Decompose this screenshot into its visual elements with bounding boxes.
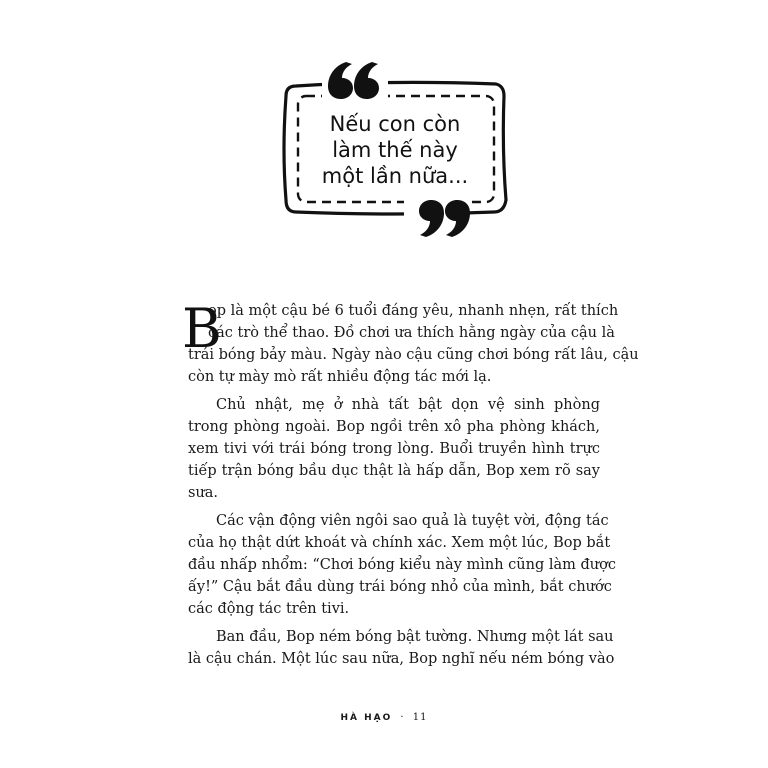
paragraph-4 xyxy=(188,626,615,670)
title-line: một lần nữa... xyxy=(321,164,469,188)
text-line: xem tivi với trái bóng trong lòng. Buổi truyền hình trực xyxy=(188,441,600,457)
text-line: của họ thật dứt khoát và chính xác. Xem một lúc, Bop bắt xyxy=(188,535,611,551)
chapter-title xyxy=(300,100,490,200)
text-line: các trò thể thao. Đồ chơi ưa thích hằng ngày của cậu là xyxy=(208,325,615,341)
footer-separator: · xyxy=(400,712,405,723)
text-line: Chủ nhật, mẹ ở nhà tất bật dọn vệ sinh phòng xyxy=(216,397,600,413)
drop-cap: B xyxy=(182,297,222,360)
text-line: trái bóng bảy màu. Ngày nào cậu cũng chơi bóng rất lâu, cậu xyxy=(188,347,639,363)
footer-author: HÀ HẠO xyxy=(340,713,393,723)
title-line: Nếu con còn xyxy=(329,112,461,136)
body-text xyxy=(182,297,639,676)
text-line: sưa. xyxy=(188,485,219,501)
text-line: đầu nhấp nhổm: “Chơi bóng kiểu này mình cũng làm được xyxy=(188,557,616,573)
text-line: trong phòng ngoài. Bop ngồi trên xô pha phòng khách, xyxy=(188,419,600,435)
paragraph-3 xyxy=(188,510,616,620)
text-line: ấy!” Cậu bắt đầu dùng trái bóng nhỏ của mình, bắt chước xyxy=(188,579,612,595)
text-line: Ban đầu, Bop ném bóng bật tường. Nhưng một lát sau xyxy=(216,629,614,645)
text-line: là cậu chán. Một lúc sau nữa, Bop nghĩ nếu ném bóng vào xyxy=(188,651,615,667)
text-line: Các vận động viên ngôi sao quả là tuyệt vời, động tác xyxy=(216,513,609,529)
paragraph-1 xyxy=(182,297,639,388)
text-line: tiếp trận bóng bầu dục thật là hấp dẫn, Bop xem rõ say xyxy=(188,463,600,479)
paragraph-2 xyxy=(188,394,600,504)
page-footer xyxy=(0,712,768,723)
text-line: còn tự mày mò rất nhiều động tác mới lạ. xyxy=(188,369,492,385)
text-line: các động tác trên tivi. xyxy=(188,601,350,617)
page-number: 11 xyxy=(412,712,428,723)
title-line: làm thế này xyxy=(332,138,458,162)
text-line: op là một cậu bé 6 tuổi đáng yêu, nhanh nhẹn, rất thích xyxy=(208,303,619,319)
